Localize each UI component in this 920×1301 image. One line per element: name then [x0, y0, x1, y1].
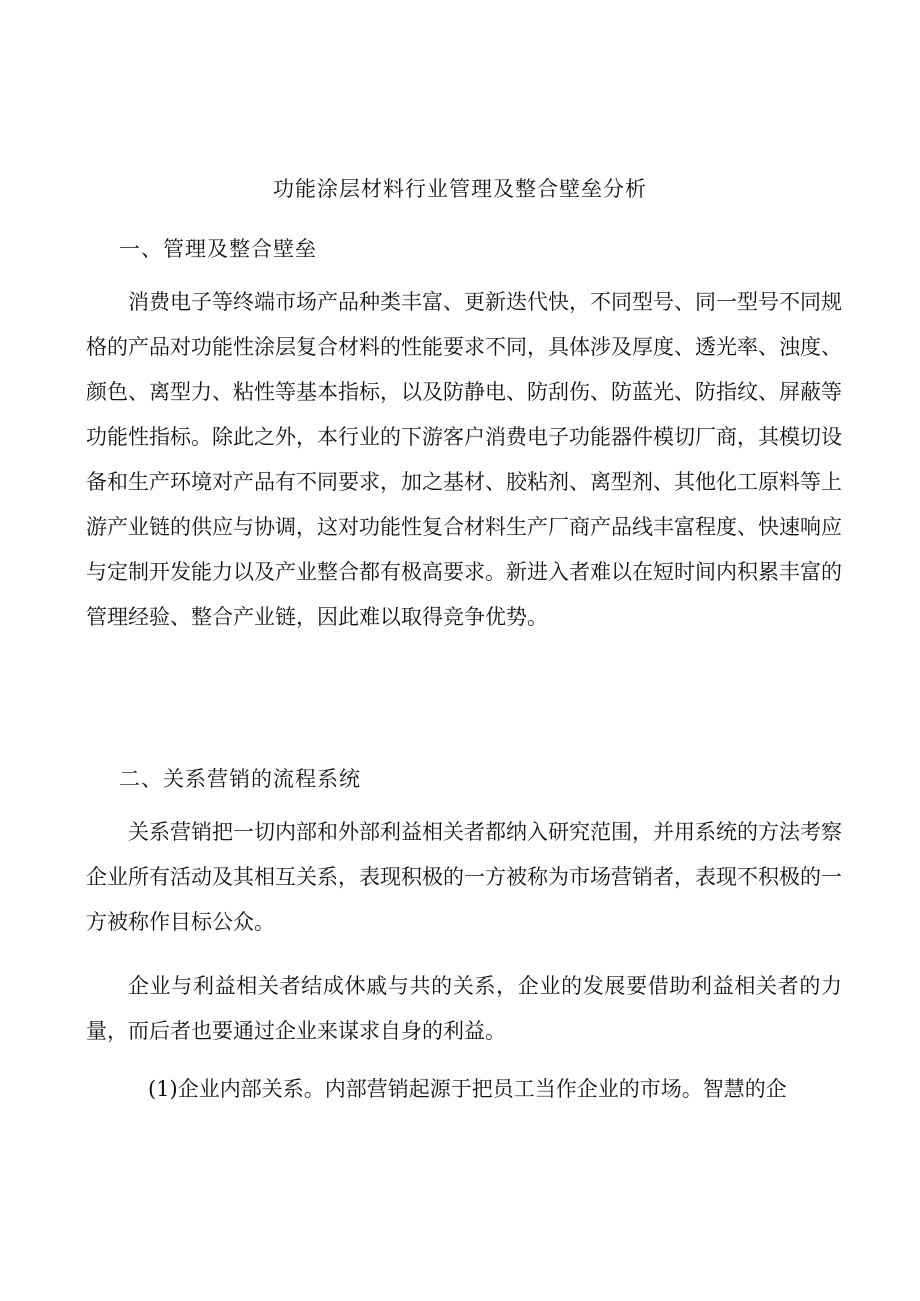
paragraph-management-barrier: 消费电子等终端市场产品种类丰富、更新迭代快，不同型号、同一型号不同规格的产品对功能性涂层复合材料的性能要求不同，具体涉及厚度、透光率、浊度、颜色、离型力、粘性等基本指标，以及防静电、防刮伤、防蓝光、防指纹、屏蔽等功能性指标。除此之外，本行业的下游客户消费电子功能器件模切厂商，其模切设备和生产环境对产品有不同要求，加之基材、胶粘剂、离型剂、其他化工原料等上游产业链的供应与协调，这对功能性复合材料生产厂商产品线丰富程度、快速响应与定制开发能力以及产业整合都有极高要求。新进入者难以在短时间内积累丰富的管理经验、整合产业链，因此难以取得竞争优势。: [86, 290, 842, 629]
section-heading-relationship-marketing: 二、关系营销的流程系统: [119, 767, 361, 791]
paragraph-stakeholder-relations: 企业与利益相关者结成休戚与共的关系，企业的发展要借助利益相关者的力量，而后者也要通过企业来谋求自身的利益。: [86, 974, 842, 1043]
document-title: 功能涂层材料行业管理及整合壁垒分析: [273, 177, 647, 201]
list-item-internal-relations: (1)企业内部关系。内部营销起源于把员工当作企业的市场。智慧的企: [148, 1077, 787, 1101]
section-heading-management-barrier: 一、管理及整合壁垒: [119, 237, 317, 261]
paragraph-relationship-scope: 关系营销把一切内部和外部利益相关者都纳入研究范围，并用系统的方法考察企业所有活动及其相互关系，表现积极的一方被称为市场营销者，表现不积极的一方被称作目标公众。: [86, 820, 842, 934]
